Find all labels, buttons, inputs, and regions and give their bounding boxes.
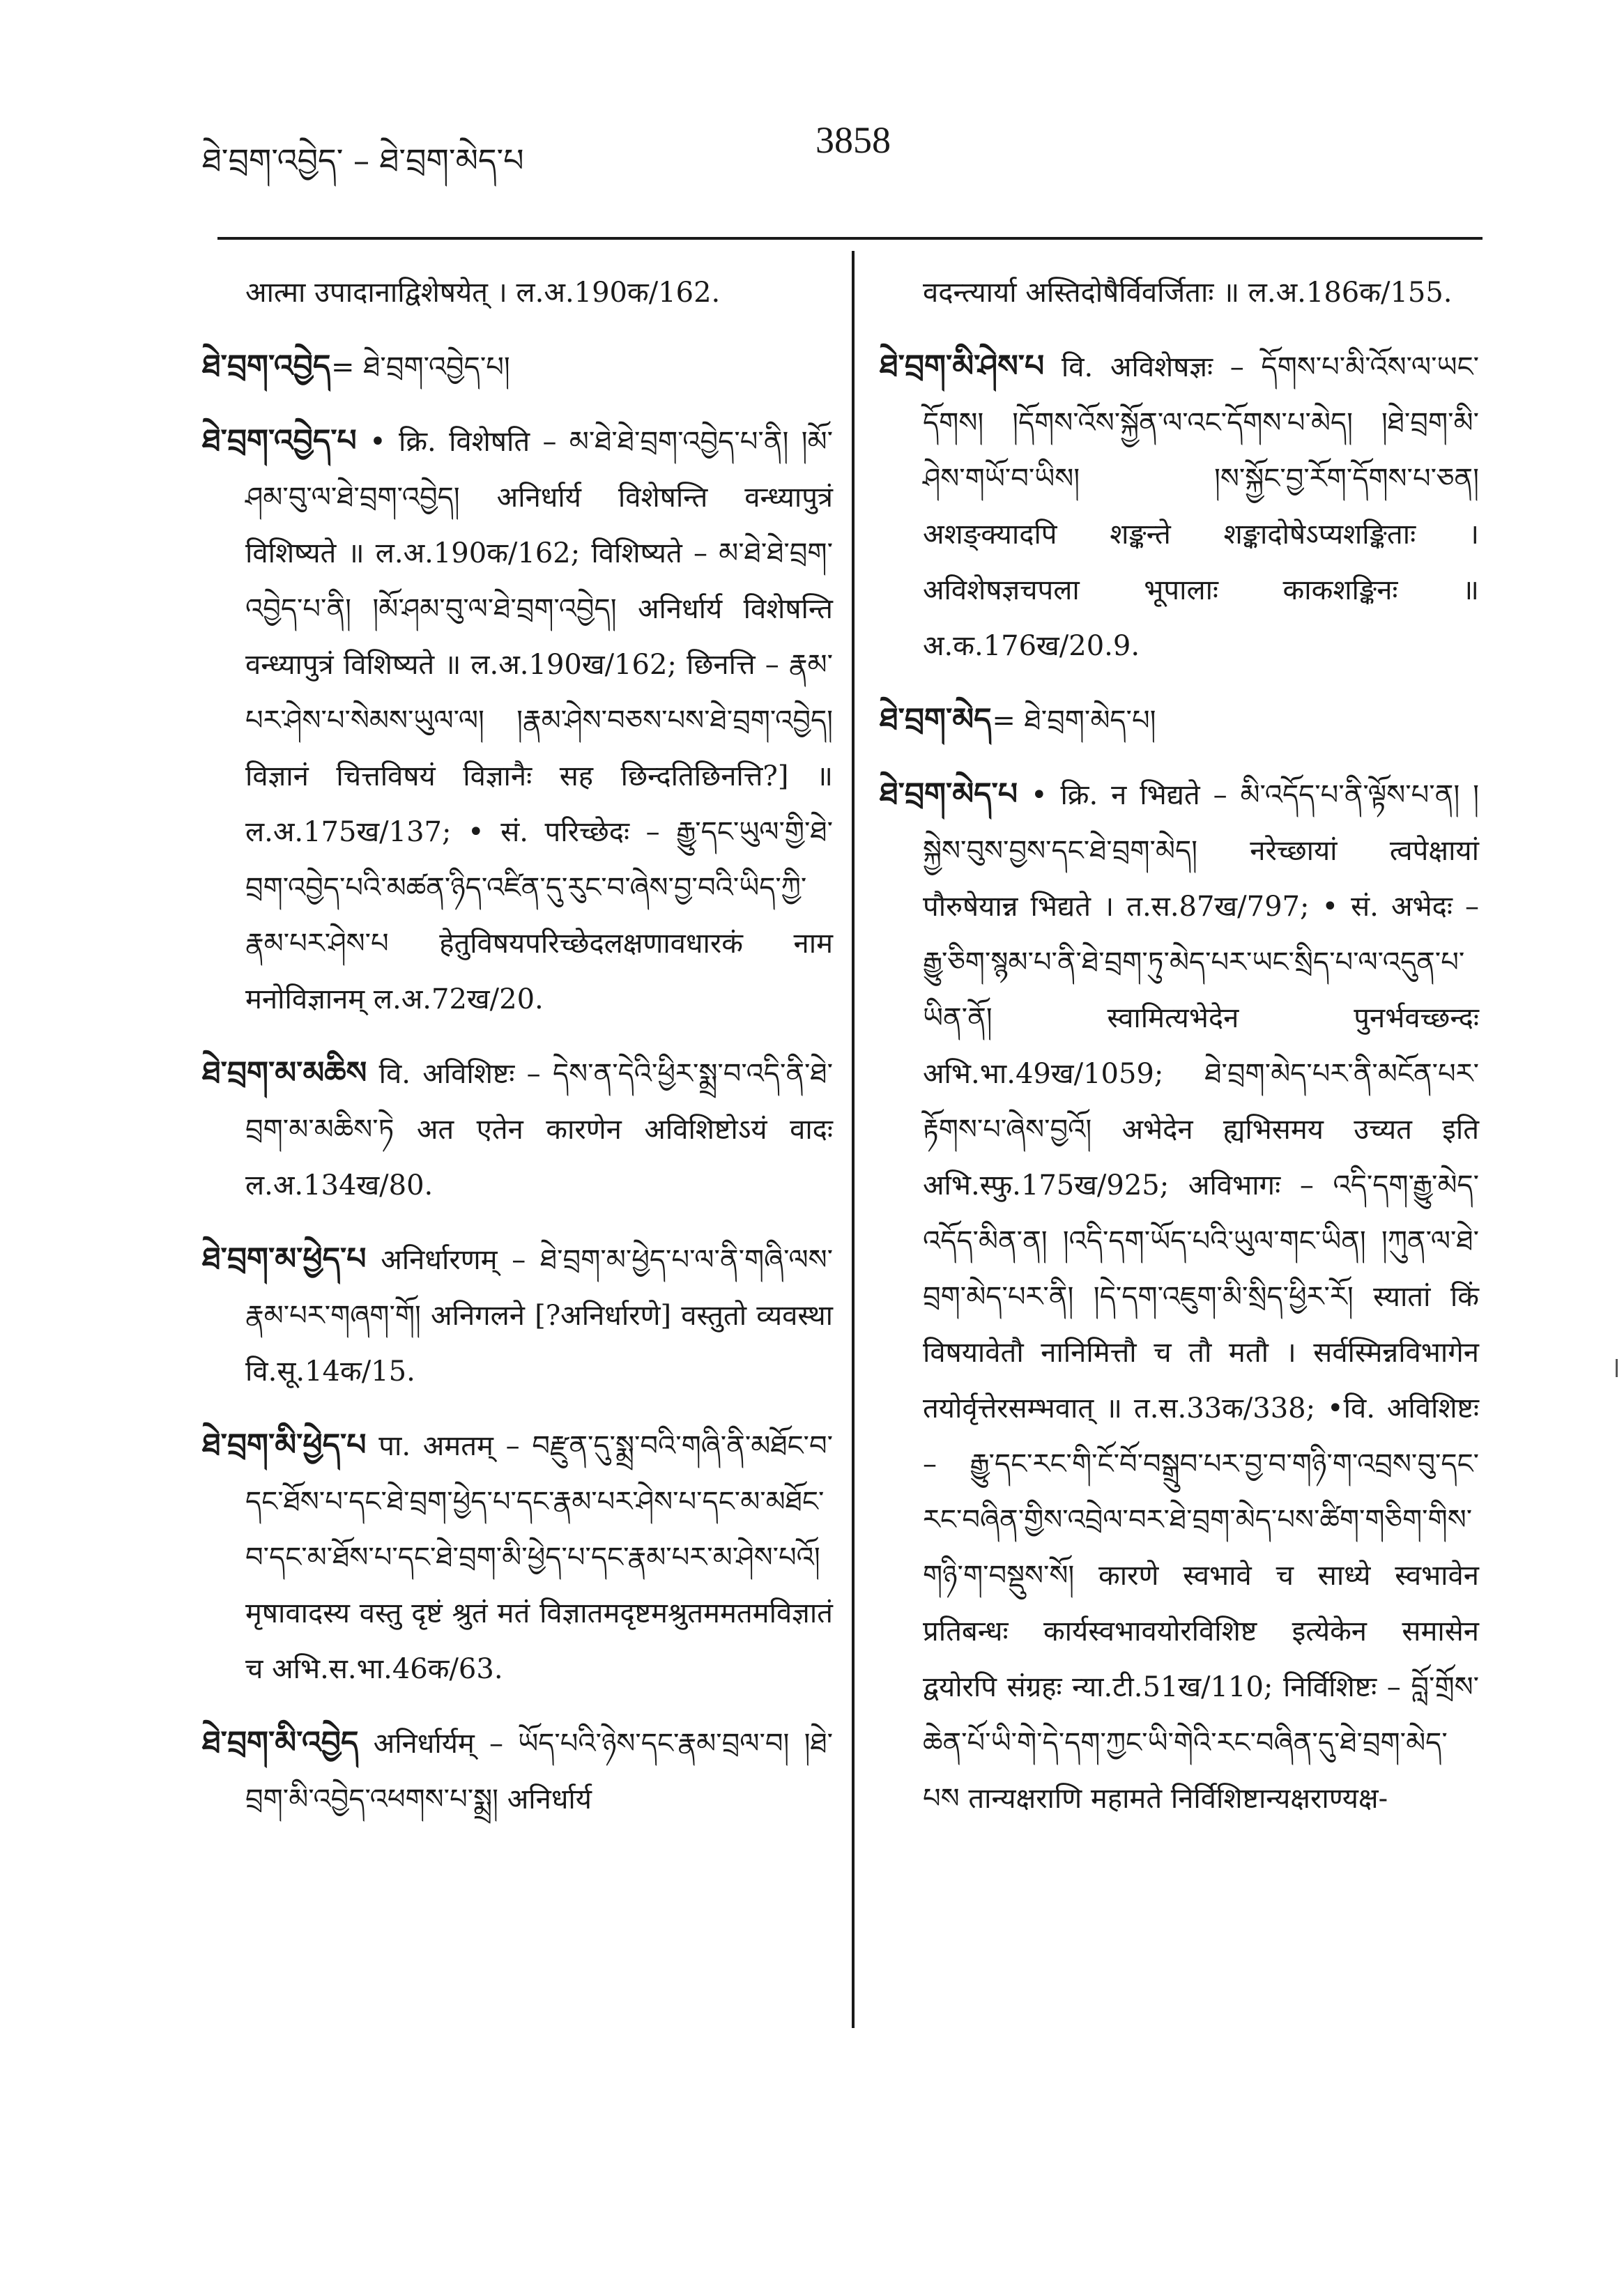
right-column xyxy=(880,265,1479,1845)
continued-text: आत्मा उपादानाद्विशेषयेत् । ल.अ.190क/162. xyxy=(245,277,721,309)
dictionary-entry xyxy=(202,413,833,1027)
page-number: 3858 xyxy=(815,119,891,161)
dictionary-entry xyxy=(880,692,1479,748)
dictionary-entry xyxy=(202,1715,833,1827)
headword: ཐེ་བྲག་མི་ཤེས་པ xyxy=(880,348,1045,384)
dictionary-entry xyxy=(202,1231,833,1399)
dictionary-entry xyxy=(880,339,1479,674)
headword: ཐེ་བྲག་མ་མཆིས xyxy=(202,1055,367,1091)
entry-body: वि. अविशेषज्ञः – དོགས་པ་མི་འོས་ལ་ཡང་དོགས། །དོགས་འོས་སྐྱོན་ལ་འང་དོགས་པ་མེད། །ཐེ་བྲག་མི་ཤེས་གཡོ་བ་ཡིས། །ས་སྐྱོང་བྱ་རོག་དོགས་པ་ཅན། अशङ्क्यादपि शङ्कन्ते शङ्कादोषेऽप्यशङ्किताः । अविशेषज्ञचपला भूपालाः काकशङ्किनः ॥ अ.क.176ख/20.9. xyxy=(923,351,1479,662)
page-header xyxy=(0,118,1624,188)
dictionary-entry xyxy=(202,1045,833,1213)
column-divider xyxy=(852,251,855,2028)
entry-body: • क्रि. विशेषति – མ་ཐེ་ཐེ་བྲག་འབྱེད་པ་ནི། །མོ་ཤམ་བུ་ལ་ཐེ་བྲག་འབྱེད། अनिर्धार्य विशेषन्ति वन्ध्यापुत्रं विशिष्यते ॥ ल.अ.190क/162; विशिष्यते – མ་ཐེ་ཐེ་བྲག་འབྱེད་པ་ནི། །མོ་ཤམ་བུ་ལ་ཐེ་བྲག་འབྱེད། अनिर्धार्य विशेषन्ति वन्ध्यापुत्रं विशिष्यते ॥ ल.अ.190ख/162; छिनत्ति – རྣམ་པར་ཤེས་པ་སེམས་ཡུལ་ལ། །རྣམ་ཤེས་བཅས་པས་ཐེ་བྲག་འབྱེད། विज्ञानं चित्तविषयं विज्ञानैः सह छिन्दतिछिनत्ति?] ॥ ल.अ.175ख/137; • सं. परिच्छेदः – རྒྱུ་དང་ཡུལ་གྱི་ཐེ་བྲག་འབྱེད་པའི་མཚན་ཉིད་འཛིན་དུ་རུང་བ་ཞེས་བྱ་བའི་ཡིད་ཀྱི་རྣམ་པར་ཤེས་པ हेतुविषयपरिच्छेदलक्षणावधारकं नाम मनोविज्ञानम् ल.अ.72ख/20. xyxy=(245,426,833,1015)
entry-body: अनिर्धारणम् – ཐེ་བྲག་མ་ཕྱེད་པ་ལ་ནི་གཞི་ལས་རྣམ་པར་གཞག་གོ། अनिगलने [?अनिर्धारणे] वस्तुतो व्यवस्था वि.सू.14क/15. xyxy=(245,1244,834,1388)
entry-body: पा. अमतम् – བརྫུན་དུ་སྨྲ་བའི་གཞི་ནི་མཐོང་བ་དང་ཐོས་པ་དང་ཐེ་བྲག་ཕྱེད་པ་དང་རྣམ་པར་ཤེས་པ་དང་མ་མཐོང་བ་དང་མ་ཐོས་པ་དང་ཐེ་བྲག་མི་ཕྱེད་པ་དང་རྣམ་པར་མ་ཤེས་པའོ། मृषावादस्य वस्तु दृष्टं श्रुतं मतं विज्ञातमदृष्टमश्रुतममतमविज्ञातं च अभि.स.भा.46क/63. xyxy=(245,1430,833,1685)
entry-body: = ཐེ་བྲག་མེད་པ། xyxy=(992,705,1156,737)
running-head: ཐེ་བྲག་འབྱེད་ – ཐེ་བྲག་མེད་པ xyxy=(202,141,524,179)
continued-text: वदन्त्यार्या अस्तिदोषैर्विवर्जिताः ॥ ल.अ.186क/155. xyxy=(923,277,1453,309)
entry-body: = ཐེ་བྲག་འབྱེད་པ། xyxy=(331,351,510,383)
entry-body: वि. अविशिष्टः – དེས་ན་དེའི་ཕྱིར་སྨྲ་བ་འདི་ནི་ཐེ་བྲག་མ་མཆིས་ཏེ अत एतेन कारणेन अविशिष्टोऽयं वादः ल.अ.134ख/80. xyxy=(245,1058,833,1201)
dictionary-entry xyxy=(202,339,833,395)
entry-body: • क्रि. न भिद्यते – མི་འདོད་པ་ནི་ལྟོས་པ་ན། །སྐྱེས་བུས་བྱས་དང་ཐེ་བྲག་མེད། नरेच्छायां त्वपेक्षायां पौरुषेयान्न भिद्यते । त.स.87ख/797; • सं. अभेदः – རྒྱུ་ཅིག་སྙམ་པ་ནི་ཐེ་བྲག་ཏུ་མེད་པར་ཡང་སྲིད་པ་ལ་འདུན་པ་ཡིན་ནོ། स्वामित्यभेदेन पुनर्भवच्छन्दः अभि.भा.49ख/1059; ཐེ་བྲག་མེད་པར་ནི་མངོན་པར་རྟོགས་པ་ཞེས་བྱའོ། अभेदेन ह्यभिसमय उच्यत इति अभि.स्फु.175ख/925; अविभागः – འདི་དག་རྒྱུ་མེད་འདོད་མིན་ན། །འདི་དག་ཡོད་པའི་ཡུལ་གང་ཡིན། །ཀུན་ལ་ཐེ་བྲག་མེད་པར་ནི། །དེ་དག་འཇུག་མི་སྲིད་ཕྱིར་རོ། स्यातां किं विषयावेतौ नानिमित्तौ च तौ मतौ । सर्वस्मिन्नविभागेन तयोर्वृत्तेरसम्भवात् ॥ त.स.33क/338; •वि. अविशिष्टः – རྒྱུ་དང་རང་གི་ངོ་བོ་བསྒྲུབ་པར་བྱ་བ་གཉི་ག་འབྲས་བུ་དང་རང་བཞིན་གྱིས་འབྲེལ་བར་ཐེ་བྲག་མེད་པས་ཚིག་གཅིག་གིས་གཉི་ག་བསྡུས་སོ། कारणे स्वभावे च साध्ये स्वभावेन प्रतिबन्धः कार्यस्वभावयोरविशिष्ट इत्येकेन समासेन द्वयोरपि संग्रहः न्या.टी.51ख/110; निर्विशिष्टः – བློ་གྲོས་ཆེན་པོ་ཡི་གེ་དེ་དག་ཀྱང་ཡི་གེའི་རང་བཞིན་དུ་ཐེ་བྲག་མེད་པས तान्यक्षराणि महामते निर्विशिष्टान्यक्षराण्यक्ष- xyxy=(923,779,1480,1815)
header-rule xyxy=(217,237,1483,240)
headword: ཐེ་བྲག་མེད xyxy=(880,702,992,737)
left-column xyxy=(202,265,833,1845)
headword: ཐེ་བྲག་འབྱེད xyxy=(202,348,331,384)
dictionary-entry xyxy=(880,767,1479,1827)
headword: ཐེ་བྲག་མེད་པ xyxy=(880,776,1018,812)
margin-mark xyxy=(1616,1359,1618,1377)
headword: ཐེ་བྲག་འབྱེད་པ xyxy=(202,423,357,459)
headword: ཐེ་བྲག་མ་ཕྱེད་པ xyxy=(202,1241,367,1277)
entry-body: अनिर्धार्यम् – ཡོད་པའི་ཉེས་དང་རྣམ་བྲལ་བ། །ཐེ་བྲག་མི་འབྱེད་འཕགས་པ་སྨྲ། अनिर्धार्य xyxy=(245,1728,834,1815)
headword: ཐེ་བྲག་མི་འབྱེད xyxy=(202,1725,359,1760)
headword: ཐེ་བྲག་མི་ཕྱེད་པ xyxy=(202,1427,367,1463)
dictionary-entry xyxy=(202,1418,833,1697)
